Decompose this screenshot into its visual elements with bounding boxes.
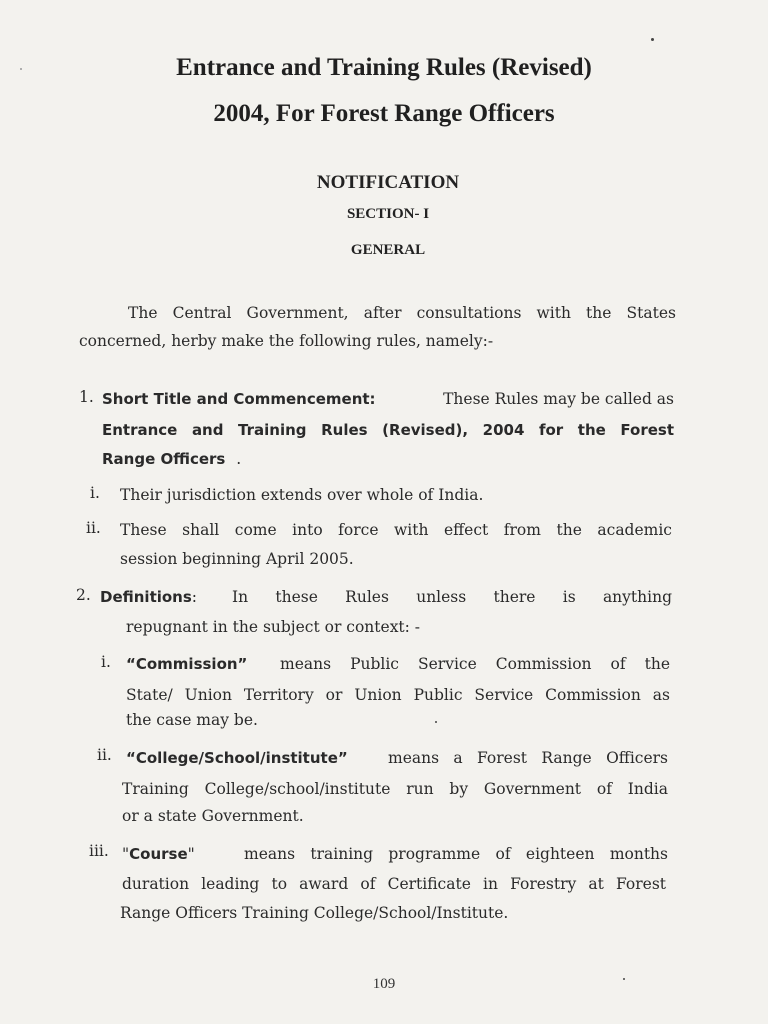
rule-1-item-1-line-1: Their jurisdiction extends over whole of India.	[120, 486, 484, 504]
intro-line-2: concerned, herby make the following rules, namely:-	[79, 332, 494, 350]
rule-2-colon: :	[191, 588, 198, 606]
rule-2-item-2-rest: means a Forest Range Officers	[388, 749, 668, 767]
scan-speck	[651, 38, 654, 41]
rule-1-item-1-marker: i.	[90, 484, 100, 502]
intro-line-1: The Central Government, after consultations with the States	[128, 304, 676, 322]
rule-1-line-1	[102, 390, 674, 408]
document-title-line-2: 2004, For Forest Range Officers	[213, 100, 555, 127]
scan-speck	[20, 68, 22, 70]
rule-1-heading: Short Title and Commencement:	[102, 390, 376, 408]
rule-2-number: 2.	[76, 586, 91, 604]
rule-2-line-1	[100, 588, 672, 606]
rule-1-bold-line-2: Entrance and Training Rules (Revised), 2004 for the Forest	[102, 421, 674, 439]
rule-2-item-3-quote-open: "	[122, 845, 130, 863]
rule-2-item-2-marker: ii.	[97, 746, 112, 764]
general-heading: GENERAL	[350, 242, 426, 258]
rule-2-item-2-line-3: or a state Government.	[122, 807, 304, 825]
page-number: 109	[372, 976, 396, 992]
rule-1-end: .	[236, 450, 242, 468]
rule-1-line-3	[102, 450, 241, 468]
document-title-line-1: Entrance and Training Rules (Revised)	[176, 54, 592, 81]
rule-2-item-1-marker: i.	[101, 653, 111, 671]
rule-2-item-3-marker: iii.	[89, 842, 109, 860]
scan-speck	[623, 978, 625, 980]
rule-2-line-2: repugnant in the subject or context: -	[126, 618, 421, 636]
rule-2-item-3-line-1	[122, 845, 668, 863]
rule-2-item-2-term: “College/School/institute”	[126, 749, 348, 767]
rule-1-item-2-marker: ii.	[86, 519, 101, 537]
rule-1-item-2-line-2: session beginning April 2005.	[120, 550, 354, 568]
rule-2-item-1-line-1	[126, 655, 670, 673]
rule-2-item-1-line-2: State/ Union Territory or Union Public Service Commission as	[126, 686, 670, 704]
rule-2-item-3-term: Course	[129, 845, 188, 863]
rule-2-item-3-rest: means training programme of eighteen months	[244, 845, 668, 863]
rule-2-item-1-rest: means Public Service Commission of the	[280, 655, 670, 673]
rule-2-item-3-line-3: Range Officers Training College/School/Institute.	[120, 904, 509, 922]
rule-2-item-2-line-1	[126, 749, 668, 767]
rule-2-text: In these Rules unless there is anything	[232, 588, 672, 606]
rule-2-item-1-term: “Commission”	[126, 655, 248, 673]
rule-2-item-3-line-2: duration leading to award of Certificate in Forestry at Forest	[122, 875, 666, 893]
rule-1-text: These Rules may be called as	[443, 390, 674, 408]
rule-1-bold-line-3: Range Officers	[102, 450, 226, 468]
notification-heading: NOTIFICATION	[316, 172, 460, 193]
rule-2-item-3-quote-close: "	[187, 845, 195, 863]
rule-2-item-1-line-3: the case may be.	[126, 711, 258, 729]
rule-1-number: 1.	[79, 388, 94, 406]
rule-2-heading: Definitions	[100, 588, 192, 606]
section-heading: SECTION- I	[346, 206, 430, 222]
rule-2-item-2-line-2: Training College/school/institute run by Government of India	[122, 780, 668, 798]
scan-speck	[435, 721, 437, 723]
rule-1-item-2-line-1: These shall come into force with effect from the academic	[120, 521, 672, 539]
